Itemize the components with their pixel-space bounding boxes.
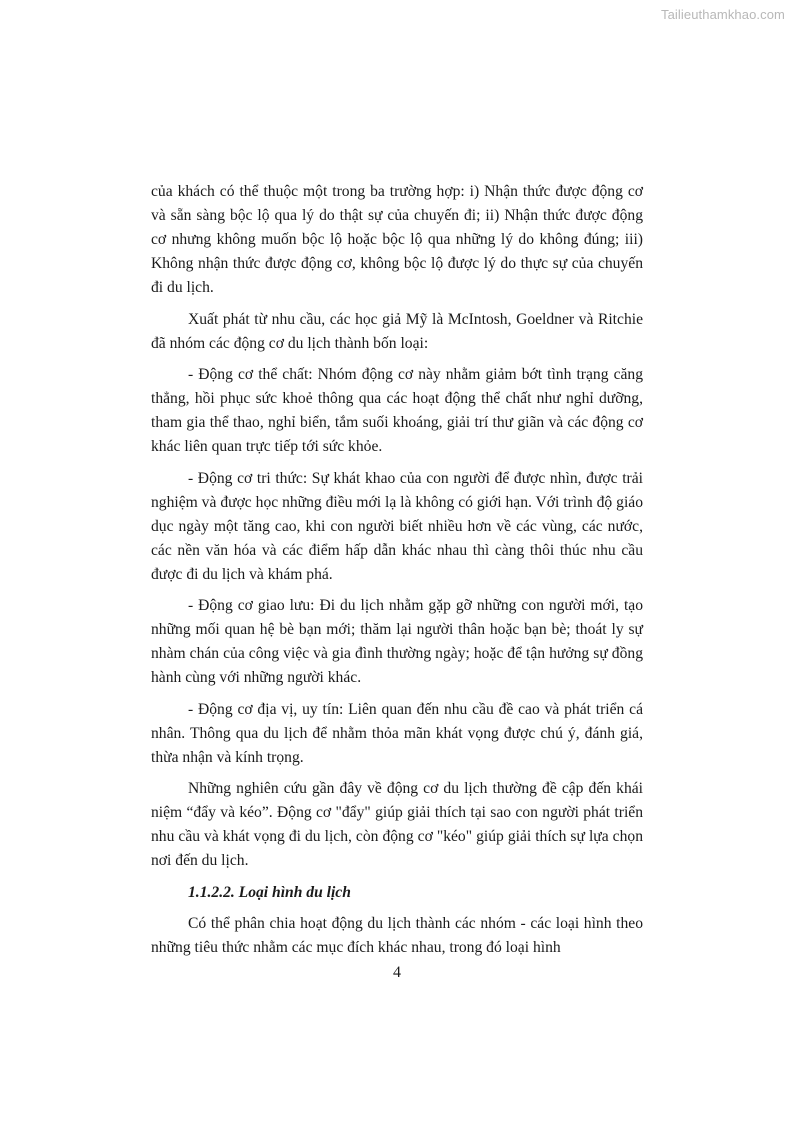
paragraph-status-motive: - Động cơ địa vị, uy tín: Liên quan đến nhu cầu đề cao và phát triển cá nhân. Thông qua du lịch để nhằm thỏa mãn khát vọng được chú ý, đánh giá, thừa nhận và kính trọng. — [151, 700, 643, 766]
page-number: 4 — [393, 964, 401, 981]
document-body — [151, 180, 643, 967]
paragraph-motive-groups-intro: Xuất phát từ nhu cầu, các học giả Mỹ là McIntosh, Goeldner và Ritchie đã nhóm các động cơ du lịch thành bốn loại: — [151, 310, 643, 352]
paragraph-social-motive: - Động cơ giao lưu: Đi du lịch nhằm gặp gỡ những con người mới, tạo những mối quan hệ bè bạn mới; thăm lại người thân hoặc bạn bè; thoát ly sự nhàm chán của công việc và gia đình thường ngày; hoặc để tận hưởng sự đồng hành cùng với những người khác. — [151, 597, 643, 686]
paragraph-knowledge-motive: - Động cơ tri thức: Sự khát khao của con người để được nhìn, được trải nghiệm và được học những điều mới lạ là không có giới hạn. Với trình độ giáo dục ngày một tăng cao, khi con người biết nhiều hơn về các vùng, các nước, các nền văn hóa và các điểm hấp dẫn khác nhau thì càng thôi thúc nhu cầu được đi du lịch và khám phá. — [151, 469, 643, 583]
watermark-text: Tailieuthamkhao.com — [660, 7, 785, 22]
paragraph-physical-motive: - Động cơ thể chất: Nhóm động cơ này nhằm giảm bớt tình trạng căng thẳng, hồi phục sức khoẻ thông qua các hoạt động thể chất như nghỉ dưỡng, tham gia thể thao, nghỉ biển, tắm suối khoáng, giải trí thư giãn và các động cơ khác liên quan trực tiếp tới sức khỏe. — [151, 366, 643, 455]
section-heading: 1.1.2.2. Loại hình du lịch — [188, 883, 351, 901]
paragraph-push-pull: Những nghiên cứu gần đây về động cơ du lịch thường đề cập đến khái niệm “đẩy và kéo”. Động cơ "đẩy" giúp giải thích tại sao con người phát triển nhu cầu và khát vọng đi du lịch, còn động cơ "kéo" giúp giải thích sự lựa chọn nơi đến du lịch. — [151, 780, 643, 869]
paragraph-continued: của khách có thể thuộc một trong ba trường hợp: i) Nhận thức được động cơ và sẵn sàng bộc lộ qua lý do thật sự của chuyến đi; ii) Nhận thức được động cơ nhưng không muốn bộc lộ hoặc bộc lộ qua những lý do không đúng; iii) Không nhận thức được động cơ, không bộc lộ được lý do thực sự của chuyến đi du lịch. — [151, 183, 643, 296]
paragraph-tourism-types: Có thể phân chia hoạt động du lịch thành các nhóm - các loại hình theo những tiêu thức nhằm các mục đích khác nhau, trong đó loại hình — [151, 914, 643, 956]
